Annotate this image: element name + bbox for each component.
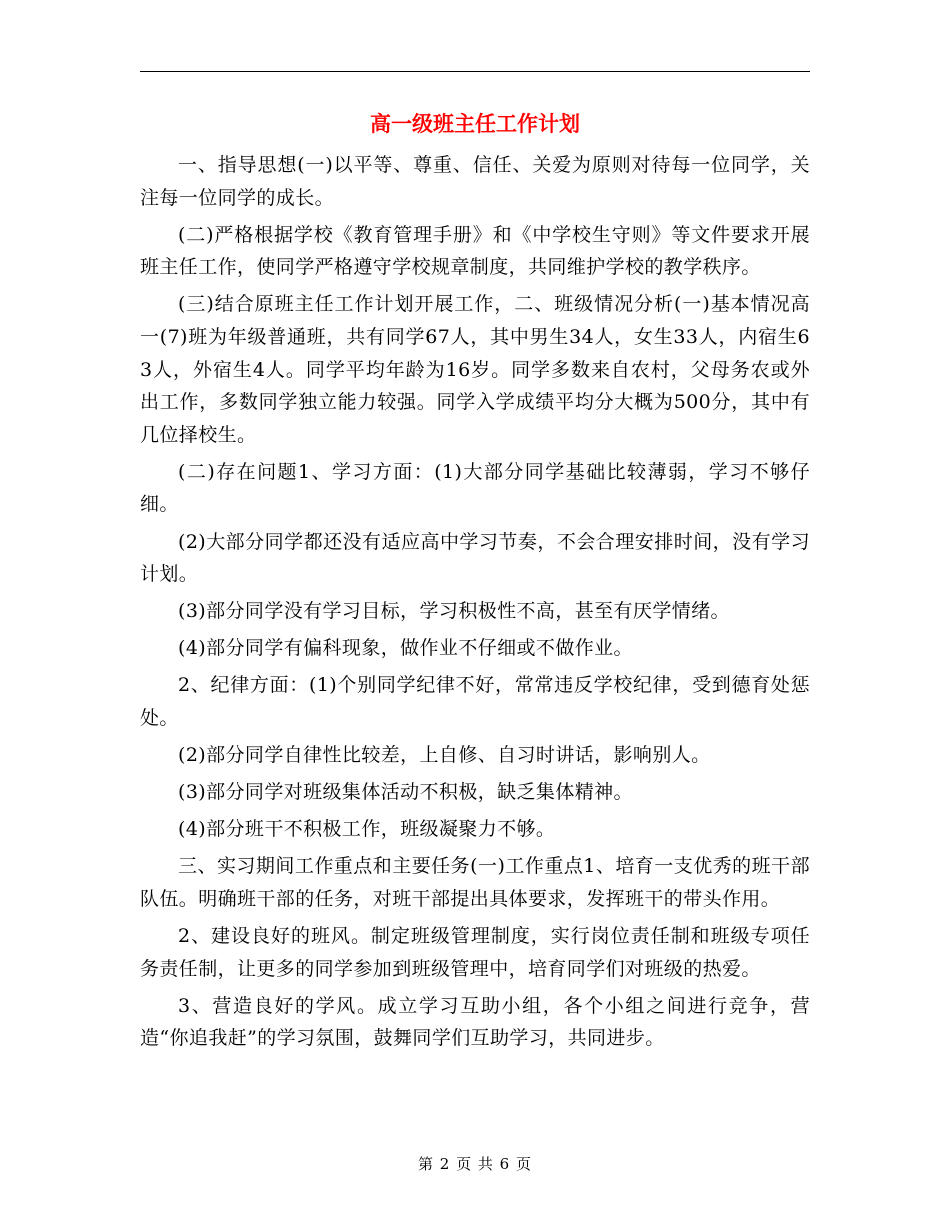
- paragraph: (二)严格根据学校《教育管理手册》和《中学校生守则》等文件要求开展班主任工作，使同学严格遵守学校规章制度，共同维护学校的教学秩序。: [140, 223, 810, 279]
- paragraph: (4)部分班干不积极工作，班级凝聚力不够。: [178, 818, 556, 841]
- paragraph: (2)大部分同学都还没有适应高中学习节奏，不会合理安排时间，没有学习计划。: [140, 530, 810, 586]
- paragraph: (2)部分同学自律性比较差，上自修、自习时讲话，影响别人。: [178, 744, 711, 767]
- paragraph: (4)部分同学有偏科现象，做作业不仔细或不做作业。: [178, 637, 633, 660]
- document-title: 高一级班主任工作计划: [370, 111, 580, 136]
- paragraph: 2、建设良好的班风。制定班级管理制度，实行岗位责任制和班级专项任务责任制，让更多的同学参加到班级管理中，培育同学们对班级的热爱。: [140, 925, 810, 980]
- header-rule: [140, 71, 810, 72]
- paragraph: (3)部分同学对班级集体活动不积极，缺乏集体精神。: [178, 781, 633, 804]
- paragraph: 三、实习期间工作重点和主要任务(一)工作重点1、培育一支优秀的班干部队伍。明确班干部的任务，对班干部提出具体要求，发挥班干的带头作用。: [140, 855, 810, 910]
- paragraph: 2、纪律方面：(1)个别同学纪律不好，常常违反学校纪律，受到德育处惩处。: [140, 674, 810, 729]
- paragraph: 3、营造良好的学风。成立学习互助小组，各个小组之间进行竞争，营造“你追我赶”的学习氛围，鼓舞同学们互助学习，共同进步。: [140, 994, 810, 1050]
- document-body: [140, 149, 810, 1059]
- page-footer: 第 2 页 共 6 页: [418, 1155, 532, 1173]
- paragraph: (三)结合原班主任工作计划开展工作，二、班级情况分析(一)基本情况高一(7)班为年级普通班，共有同学67人，其中男生34人，女生33人，内宿生63人，外宿生4人。同学平均年龄为16岁。同学多数来自农村，父母务农或外出工作，多数同学独立能力较强。同学入学成绩平均分大概为500分，其中有几位择校生。: [140, 293, 810, 446]
- paragraph: 一、指导思想(一)以平等、尊重、信任、关爱为原则对待每一位同学，关注每一位同学的成长。: [140, 154, 810, 209]
- paragraph: (3)部分同学没有学习目标，学习积极性不高，甚至有厌学情绪。: [178, 600, 730, 623]
- paragraph: (二)存在问题1、学习方面：(1)大部分同学基础比较薄弱，学习不够仔细。: [140, 460, 810, 516]
